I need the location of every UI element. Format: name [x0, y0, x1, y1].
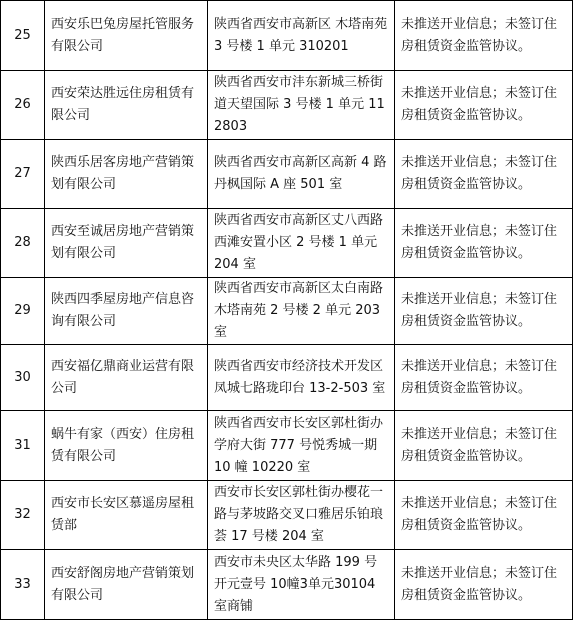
company-name: 西安福亿鼎商业运营有限公司 — [45, 345, 208, 411]
company-name: 陕西四季屋房地产信息咨询有限公司 — [45, 278, 208, 345]
row-number: 25 — [1, 1, 45, 71]
company-address: 陕西省西安市长安区郭杜街办学府大街 777 号悦秀城一期 10 幢 10220 室 — [208, 411, 395, 481]
company-address: 陕西省西安市高新区丈八西路西滩安置小区 2 号楼 1 单元 204 室 — [208, 209, 395, 278]
company-name: 西安荣达胜远住房租赁有限公司 — [45, 71, 208, 140]
compliance-status: 未推送开业信息；未签订住房租赁资金监管协议。 — [395, 1, 573, 71]
row-number: 32 — [1, 481, 45, 550]
compliance-status: 未推送开业信息；未签订住房租赁资金监管协议。 — [395, 345, 573, 411]
row-number: 26 — [1, 71, 45, 140]
compliance-status: 未推送开业信息；未签订住房租赁资金监管协议。 — [395, 550, 573, 620]
table-row — [1, 278, 573, 345]
row-number: 27 — [1, 140, 45, 209]
company-name: 陕西乐居客房地产营销策划有限公司 — [45, 140, 208, 209]
company-name: 西安乐巴兔房屋托管服务有限公司 — [45, 1, 208, 71]
company-address: 陕西省西安市经济技术开发区凤城七路珑印台 13-2-503 室 — [208, 345, 395, 411]
company-address: 陕西省西安市高新区太白南路木塔南苑 2 号楼 2 单元 203 室 — [208, 278, 395, 345]
table-row — [1, 1, 573, 71]
compliance-status: 未推送开业信息；未签订住房租赁资金监管协议。 — [395, 209, 573, 278]
company-address: 陕西省西安市沣东新城三桥街道天望国际 3 号楼 1 单元 112803 — [208, 71, 395, 140]
row-number: 33 — [1, 550, 45, 620]
table-row — [1, 411, 573, 481]
table-row — [1, 71, 573, 140]
company-name: 西安市长安区慕遥房屋租赁部 — [45, 481, 208, 550]
company-name: 西安舒阁房地产营销策划有限公司 — [45, 550, 208, 620]
table-row — [1, 481, 573, 550]
compliance-status: 未推送开业信息；未签订住房租赁资金监管协议。 — [395, 481, 573, 550]
table-row — [1, 140, 573, 209]
row-number: 30 — [1, 345, 45, 411]
compliance-status: 未推送开业信息；未签订住房租赁资金监管协议。 — [395, 411, 573, 481]
company-name: 蜗牛有家（西安）住房租赁有限公司 — [45, 411, 208, 481]
company-name: 西安至诚居房地产营销策划有限公司 — [45, 209, 208, 278]
company-address: 陕西省西安市高新区 木塔南苑 3 号楼 1 单元 310201 — [208, 1, 395, 71]
compliance-status: 未推送开业信息；未签订住房租赁资金监管协议。 — [395, 71, 573, 140]
compliance-status: 未推送开业信息；未签订住房租赁资金监管协议。 — [395, 140, 573, 209]
table-row — [1, 550, 573, 620]
row-number: 29 — [1, 278, 45, 345]
table-row — [1, 345, 573, 411]
company-address: 西安市长安区郭杜街办樱花一路与茅坡路交叉口雅居乐铂琅荟 17 号楼 204 室 — [208, 481, 395, 550]
table-row — [1, 209, 573, 278]
compliance-status: 未推送开业信息；未签订住房租赁资金监管协议。 — [395, 278, 573, 345]
company-address: 陕西省西安市高新区高新 4 路丹枫国际 A 座 501 室 — [208, 140, 395, 209]
row-number: 31 — [1, 411, 45, 481]
row-number: 28 — [1, 209, 45, 278]
company-address: 西安市未央区太华路 199 号开元壹号 10幢3单元30104室商铺 — [208, 550, 395, 620]
